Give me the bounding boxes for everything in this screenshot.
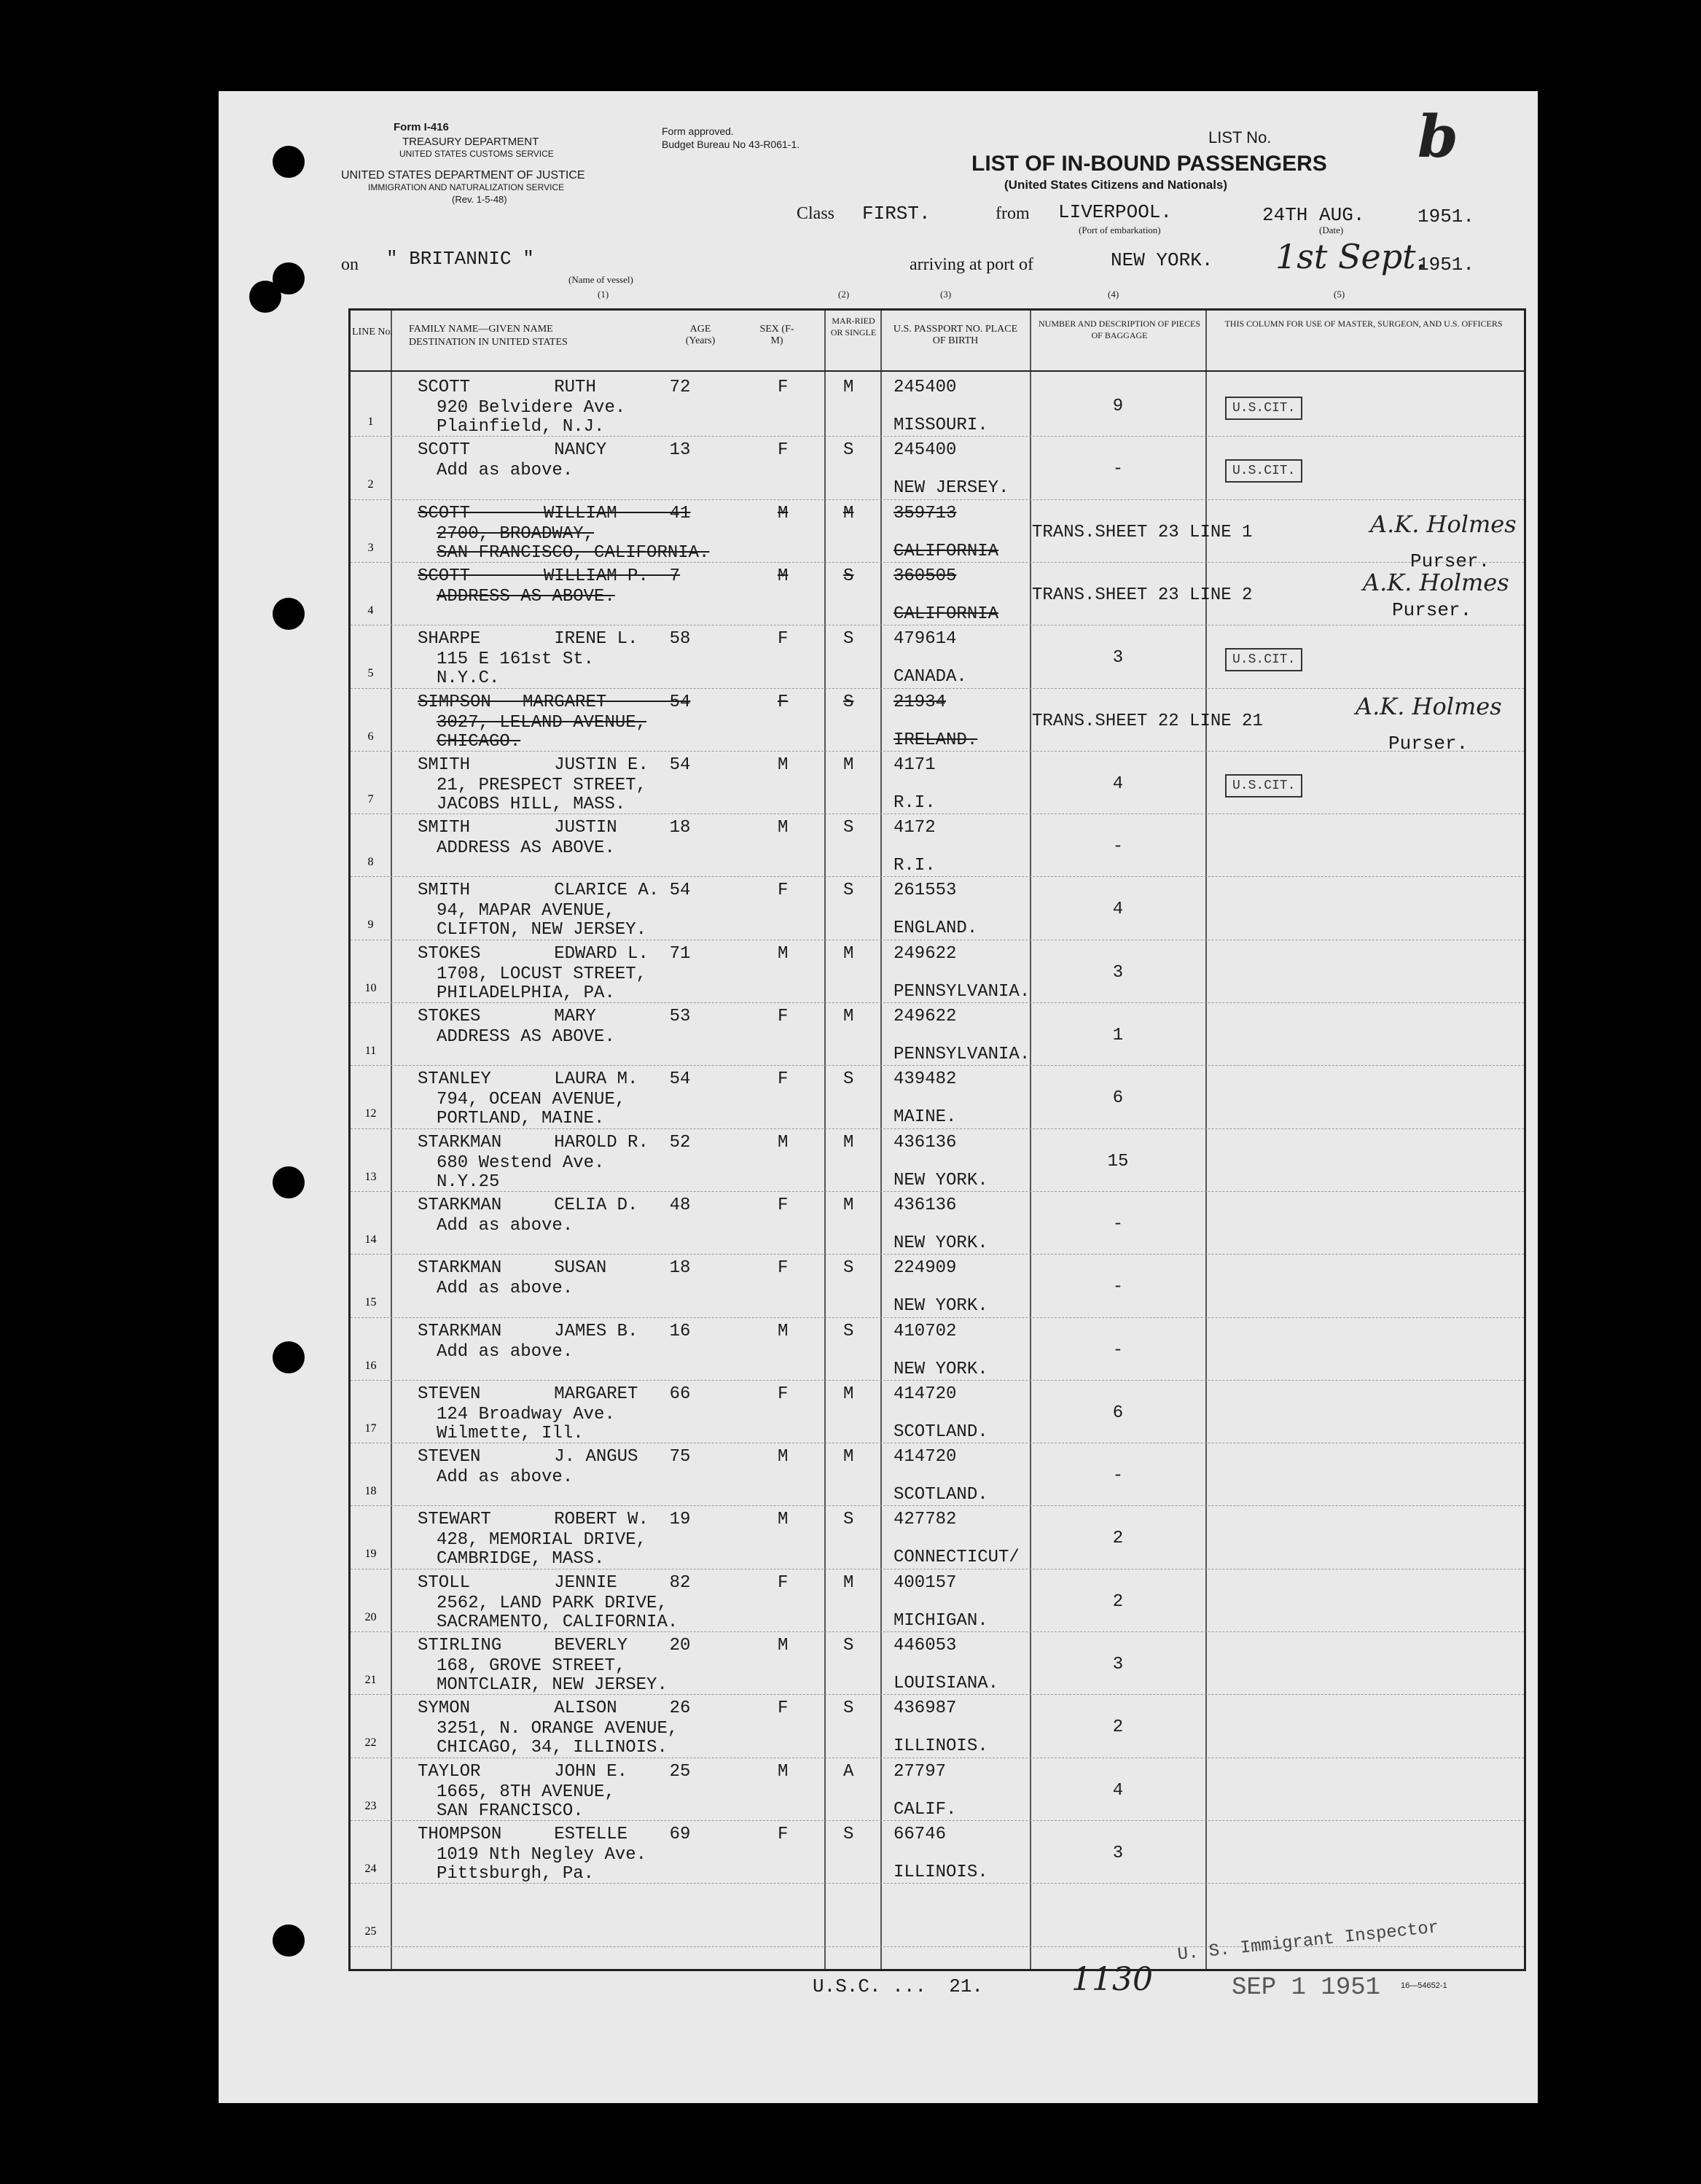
budget-label: Budget Bureau No 43-R061-1. [662, 139, 800, 150]
date-caption: (Date) [1319, 225, 1344, 235]
place-of-birth: NEW JERSEY. [893, 478, 1009, 499]
baggage-count: 4 [1112, 900, 1124, 920]
passenger-marital-status: A [843, 1761, 854, 1782]
line-number: 25 [364, 1925, 377, 1938]
place-of-birth: CALIFORNIA [893, 604, 999, 624]
inspector-stamp: U. S. Immigrant Inspector [1176, 1918, 1440, 1965]
page-title: LIST OF IN-BOUND PASSENGERS [971, 152, 1327, 176]
passenger-address-city: SAN FRANCISCO, CALIFORNIA. [437, 542, 710, 563]
passenger-sex: M [778, 1447, 789, 1467]
place-of-birth: ILLINOIS. [893, 1862, 988, 1882]
usc-count: U.S.C. ... 21. [813, 1976, 984, 1997]
passport-number: 427782 [893, 1510, 957, 1530]
passenger-marital-status: M [843, 1447, 854, 1467]
row-divider [351, 1380, 1524, 1381]
row-divider [351, 876, 1524, 877]
from-label: from [996, 204, 1030, 223]
binder-hole [273, 1341, 305, 1373]
us-citizen-stamp: U.S.CIT. [1225, 459, 1302, 483]
passenger-address: 428, MEMORIAL DRIVE, [437, 1530, 647, 1551]
place-of-birth: ILLINOIS. [893, 1736, 988, 1757]
passenger-marital-status: M [843, 1132, 854, 1153]
passenger-sex: M [778, 1132, 789, 1153]
passenger-sex: M [778, 943, 789, 964]
col-header-married: MAR-RIED OR SINGLE [830, 316, 877, 338]
passenger-address-city: Wilmette, Ill. [437, 1423, 584, 1443]
baggage-count: - [1112, 1466, 1124, 1486]
passenger-sex: M [778, 754, 789, 775]
col-header-baggage: NUMBER AND DESCRIPTION OF PIECES OF BAGGAGE [1038, 319, 1201, 340]
baggage-count: 2 [1112, 1717, 1124, 1738]
passenger-name-age: STOLL JENNIE 82 [418, 1572, 691, 1593]
passenger-name-age: STIRLING BEVERLY 20 [418, 1636, 691, 1655]
line-number: 10 [364, 981, 377, 994]
passenger-name-age: STARKMAN JAMES B. 16 [418, 1321, 691, 1341]
passenger-address: 3027, LELAND AVENUE, [437, 712, 647, 733]
line-number: 24 [364, 1862, 377, 1875]
passenger-marital-status: M [843, 1195, 854, 1215]
passport-number: 360505 [893, 566, 957, 586]
passport-number: 4171 [893, 754, 936, 775]
passenger-name-age: STEVEN MARGARET 66 [418, 1384, 691, 1404]
line-number: 14 [364, 1233, 377, 1246]
passenger-address: 2700, BROADWAY, [437, 523, 595, 544]
place-of-birth: NEW YORK. [893, 1170, 988, 1190]
arrival-year: 1951. [1418, 254, 1475, 276]
passenger-marital-status: S [843, 1510, 854, 1530]
line-number: 1 [367, 416, 374, 428]
passenger-marital-status: S [843, 881, 854, 901]
passenger-address: 124 Broadway Ave. [437, 1404, 615, 1424]
baggage-count: 3 [1112, 1843, 1124, 1863]
passenger-name-age: SMITH JUSTIN 18 [418, 818, 691, 838]
passenger-table [348, 308, 1526, 1971]
passenger-address: 3251, N. ORANGE AVENUE, [437, 1719, 679, 1739]
handwritten-number: 1130 [1071, 1961, 1153, 1998]
baggage-count: 1 [1112, 1026, 1124, 1045]
baggage-count: 2 [1112, 1529, 1124, 1549]
passenger-name-age: SMITH JUSTIN E. 54 [418, 754, 691, 775]
passenger-address: 920 Belvidere Ave. [437, 398, 626, 418]
passenger-name-age: STEWART ROBERT W. 19 [418, 1510, 691, 1530]
col-header-officers: THIS COLUMN FOR USE OF MASTER, SURGEON, AND U.S. OFFICERS [1224, 319, 1503, 329]
place-of-birth: MAINE. [893, 1107, 957, 1128]
passenger-sex: F [778, 1699, 789, 1719]
line-number: 6 [367, 730, 374, 743]
passenger-address-city: PORTLAND, MAINE. [437, 1109, 605, 1129]
row-divider [351, 1317, 1524, 1318]
passport-number: 414720 [893, 1384, 957, 1404]
baggage-count: 3 [1112, 648, 1124, 668]
place-of-birth: MICHIGAN. [893, 1610, 988, 1631]
row-divider [351, 1254, 1524, 1255]
passenger-marital-status: S [843, 566, 854, 586]
place-of-birth: CANADA. [893, 667, 967, 687]
baggage-count: 6 [1112, 1088, 1124, 1109]
line-number: 19 [364, 1548, 377, 1561]
passenger-name-age: THOMPSON ESTELLE 69 [418, 1824, 691, 1844]
port-embark-caption: (Port of embarkation) [1079, 225, 1161, 235]
passenger-address-city: MONTCLAIR, NEW JERSEY. [437, 1675, 668, 1695]
passenger-name-age: STANLEY LAURA M. 54 [418, 1069, 691, 1090]
passenger-address-city: PHILADELPHIA, PA. [437, 983, 615, 1003]
passenger-marital-status: S [843, 629, 854, 650]
row-divider [351, 688, 1524, 689]
list-number-handwritten: b [1418, 102, 1458, 171]
passenger-address-city: N.Y.C. [437, 668, 500, 689]
passenger-name-age: SCOTT RUTH 72 [418, 378, 691, 397]
purser-signature: A.K. Holmes [1363, 569, 1509, 596]
line-number: 7 [367, 792, 374, 806]
passenger-address: ADDRESS AS ABOVE. [437, 1027, 615, 1047]
passenger-marital-status: S [843, 818, 854, 838]
passenger-marital-status: M [843, 1384, 854, 1404]
passenger-address: 21, PRESPECT STREET, [437, 775, 647, 795]
passenger-sex: M [778, 1636, 789, 1655]
passenger-name-age: STARKMAN CELIA D. 48 [418, 1195, 691, 1215]
row-divider [351, 499, 1524, 500]
line-number: 22 [364, 1736, 377, 1750]
passenger-address: ADDRESS AS ABOVE. [437, 586, 615, 607]
col-header-destination: DESTINATION IN UNITED STATES [409, 337, 568, 348]
passenger-name-age: SCOTT WILLIAM 41 [418, 503, 691, 523]
col-num-4: (4) [1108, 289, 1119, 300]
passenger-address: 1665, 8TH AVENUE, [437, 1782, 615, 1802]
passport-number: 439482 [893, 1069, 957, 1090]
line-number: 8 [367, 856, 374, 869]
passenger-address-city: SAN FRANCISCO. [437, 1801, 584, 1821]
baggage-count: - [1112, 459, 1124, 480]
passenger-name-age: TAYLOR JOHN E. 25 [418, 1761, 691, 1782]
passenger-sex: M [778, 566, 789, 586]
treasury-label: TREASURY DEPARTMENT [402, 136, 539, 148]
passport-number: 249622 [893, 943, 957, 964]
passenger-name-age: SHARPE IRENE L. 58 [418, 629, 691, 650]
passenger-address: Add as above. [437, 1341, 574, 1362]
passenger-address-city: CLIFTON, NEW JERSEY. [437, 920, 647, 940]
passenger-name-age: SCOTT NANCY 13 [418, 440, 691, 461]
baggage-count: - [1112, 1277, 1124, 1298]
col-num-1: (1) [598, 289, 609, 300]
passport-number: 400157 [893, 1572, 957, 1593]
baggage-count: 4 [1112, 1780, 1124, 1801]
place-of-birth: SCOTLAND. [893, 1421, 988, 1442]
departure-date: 24TH AUG. [1262, 204, 1365, 226]
place-of-birth: ENGLAND. [893, 919, 978, 939]
passenger-address-city: JACOBS HILL, MASS. [437, 794, 626, 814]
line-number: 15 [364, 1296, 377, 1309]
passenger-marital-status: S [843, 1069, 854, 1090]
col-num-5: (5) [1334, 289, 1345, 300]
line-number: 12 [364, 1107, 377, 1120]
baggage-count: 3 [1112, 962, 1124, 983]
place-of-birth: LOUISIANA. [893, 1674, 999, 1693]
approved-label: Form approved. [662, 125, 734, 137]
passport-number: 261553 [893, 881, 957, 901]
passenger-name-age: STOKES MARY 53 [418, 1007, 691, 1026]
place-of-birth: SCOTLAND. [893, 1485, 988, 1505]
line-number: 5 [367, 667, 374, 680]
place-of-birth: CALIF. [893, 1799, 957, 1820]
col-header-age: AGE (Years) [685, 324, 716, 346]
passenger-sex: M [778, 503, 789, 523]
baggage-count: 6 [1112, 1403, 1124, 1423]
binder-hole [249, 281, 281, 313]
passenger-marital-status: M [843, 1572, 854, 1593]
passport-number: 27797 [893, 1761, 947, 1782]
vessel-name: " BRITANNIC " [386, 248, 534, 270]
passenger-sex: M [778, 1321, 789, 1341]
purser-title: Purser. [1388, 733, 1469, 754]
passenger-address-city: CHICAGO, 34, ILLINOIS. [437, 1738, 668, 1758]
line-number: 17 [364, 1421, 377, 1435]
passenger-address: 1708, LOCUST STREET, [437, 964, 647, 984]
baggage-count: - [1112, 837, 1124, 857]
col-header-line-no: LINE No. [352, 327, 393, 338]
departure-year: 1951. [1418, 206, 1475, 227]
passport-number: 245400 [893, 378, 957, 397]
passenger-marital-status: S [843, 1321, 854, 1341]
passenger-address-city: SACRAMENTO, CALIFORNIA. [437, 1612, 679, 1632]
us-citizen-stamp: U.S.CIT. [1225, 648, 1302, 671]
passport-number: 249622 [893, 1007, 957, 1026]
place-of-birth: NEW YORK. [893, 1233, 988, 1253]
passenger-address: Add as above. [437, 461, 574, 481]
line-number: 3 [367, 541, 374, 554]
arrival-port: NEW YORK. [1111, 249, 1213, 271]
passenger-sex: F [778, 1195, 789, 1215]
passenger-sex: F [778, 378, 789, 397]
passenger-address: 94, MAPAR AVENUE, [437, 901, 615, 921]
passenger-address: 168, GROVE STREET, [437, 1656, 626, 1676]
line-number: 11 [364, 1045, 377, 1057]
place-of-birth: CALIFORNIA [893, 541, 999, 561]
baggage-count: TRANS.SHEET 23 LINE 2 [1032, 585, 1253, 605]
passport-number: 414720 [893, 1447, 957, 1467]
passenger-sex: F [778, 692, 789, 712]
place-of-birth: R.I. [893, 792, 936, 813]
binder-hole [273, 598, 305, 630]
baggage-count: - [1112, 1340, 1124, 1360]
passenger-sex: M [778, 1510, 789, 1530]
baggage-count: 15 [1107, 1151, 1129, 1171]
passenger-address: Add as above. [437, 1279, 574, 1299]
passenger-marital-status: S [843, 692, 854, 712]
passenger-sex: F [778, 1069, 789, 1090]
purser-title: Purser. [1410, 550, 1490, 572]
passenger-name-age: SIMPSON MARGARET 54 [418, 692, 691, 712]
row-divider [351, 1505, 1524, 1506]
arrival-date-handwritten: 1st Sept. [1275, 237, 1427, 276]
passport-number: 21934 [893, 692, 947, 712]
passenger-sex: F [778, 1384, 789, 1404]
passenger-name-age: STARKMAN HAROLD R. 52 [418, 1132, 691, 1153]
line-number: 23 [364, 1799, 377, 1812]
passenger-name-age: SMITH CLARICE A. 54 [418, 881, 691, 901]
on-label: on [341, 255, 359, 274]
passenger-name-age: STEVEN J. ANGUS 75 [418, 1447, 691, 1467]
passenger-address: 115 E 161st St. [437, 650, 595, 670]
passport-number: 436136 [893, 1132, 957, 1153]
baggage-count: 9 [1112, 397, 1124, 416]
baggage-count: - [1112, 1214, 1124, 1234]
place-of-birth: IRELAND. [893, 730, 978, 750]
passenger-address-city: CHICAGO. [437, 731, 521, 752]
passenger-address: ADDRESS AS ABOVE. [437, 838, 615, 859]
row-divider [351, 1191, 1524, 1192]
passport-number: 359713 [893, 503, 957, 523]
form-number: Form I-416 [394, 121, 449, 133]
passenger-marital-status: S [843, 1824, 854, 1844]
passenger-sex: F [778, 629, 789, 650]
line-number: 20 [364, 1610, 377, 1623]
passenger-sex: M [778, 1761, 789, 1782]
passenger-address-city: CAMBRIDGE, MASS. [437, 1549, 605, 1569]
ins-label: IMMIGRATION AND NATURALIZATION SERVICE [368, 182, 565, 192]
print-code: 16—54652-1 [1401, 1981, 1447, 1990]
class-label: Class [797, 204, 835, 223]
line-number: 16 [364, 1359, 377, 1372]
line-number: 21 [364, 1674, 377, 1686]
justice-label: UNITED STATES DEPARTMENT OF JUSTICE [341, 169, 585, 182]
passenger-sex: F [778, 1258, 789, 1279]
row-divider [351, 1065, 1524, 1066]
purser-title: Purser. [1392, 599, 1472, 621]
baggage-count: 4 [1112, 773, 1124, 794]
passenger-name-age: SYMON ALISON 26 [418, 1699, 691, 1719]
col-num-2: (2) [838, 289, 850, 300]
passenger-sex: F [778, 1572, 789, 1593]
passport-number: 224909 [893, 1258, 957, 1279]
passenger-marital-status: S [843, 1636, 854, 1655]
vessel-caption: (Name of vessel) [568, 274, 633, 285]
purser-signature: A.K. Holmes [1370, 510, 1517, 538]
passenger-name-age: STARKMAN SUSAN 18 [418, 1258, 691, 1279]
baggage-count: 2 [1112, 1591, 1124, 1612]
passenger-address: Add as above. [437, 1215, 574, 1236]
passport-number: 66746 [893, 1824, 947, 1844]
binder-hole [273, 1924, 305, 1957]
baggage-count: 3 [1112, 1655, 1124, 1674]
passenger-address: 680 Westend Ave. [437, 1153, 605, 1173]
col-header-sex: SEX (F-M) [759, 324, 794, 346]
place-of-birth: R.I. [893, 856, 936, 876]
col-num-3: (3) [940, 289, 952, 300]
us-citizen-stamp: U.S.CIT. [1225, 397, 1302, 420]
passenger-name-age: SCOTT WILLIAM P. 7 [418, 566, 681, 586]
passenger-sex: F [778, 1007, 789, 1026]
passenger-marital-status: M [843, 1007, 854, 1026]
class-value: FIRST. [862, 203, 931, 225]
passport-number: 479614 [893, 629, 957, 650]
place-of-birth: NEW YORK. [893, 1296, 988, 1317]
passenger-address: 2562, LAND PARK DRIVE, [437, 1593, 668, 1613]
place-of-birth: PENNSYLVANIA. [893, 981, 1031, 1002]
line-number: 4 [367, 604, 374, 617]
line-number: 18 [364, 1485, 377, 1498]
passenger-marital-status: M [843, 754, 854, 775]
passenger-marital-status: S [843, 1258, 854, 1279]
passport-number: 245400 [893, 440, 957, 461]
passenger-address: 1019 Nth Negley Ave. [437, 1844, 647, 1865]
stamp-date: SEP 1 1951 [1232, 1974, 1381, 2002]
col-header-passport: U.S. PASSPORT NO. PLACE OF BIRTH [893, 324, 1018, 346]
passenger-marital-status: S [843, 1699, 854, 1719]
passenger-marital-status: M [843, 503, 854, 523]
binder-hole [273, 146, 305, 178]
place-of-birth: PENNSYLVANIA. [893, 1045, 1031, 1064]
passenger-sex: F [778, 881, 789, 901]
baggage-count: TRANS.SHEET 22 LINE 21 [1032, 711, 1263, 731]
passport-number: 410702 [893, 1321, 957, 1341]
rev-label: (Rev. 1-5-48) [452, 194, 507, 205]
embarkation-port: LIVERPOOL. [1058, 201, 1173, 223]
place-of-birth: MISSOURI. [893, 416, 988, 435]
passenger-sex: F [778, 1824, 789, 1844]
passenger-sex: M [778, 818, 789, 838]
passenger-marital-status: M [843, 943, 854, 964]
purser-signature: A.K. Holmes [1356, 693, 1502, 720]
passport-number: 446053 [893, 1636, 957, 1655]
passenger-address-city: Pittsburgh, Pa. [437, 1863, 595, 1884]
binder-hole [273, 1166, 305, 1198]
list-no-label: LIST No. [1208, 128, 1272, 147]
page-subtitle: (United States Citizens and Nationals) [1004, 178, 1228, 192]
passenger-address-city: N.Y.25 [437, 1171, 500, 1192]
row-divider [351, 751, 1524, 752]
col-header-family: FAMILY NAME—GIVEN NAME [409, 324, 553, 335]
passenger-marital-status: M [843, 378, 854, 397]
place-of-birth: CONNECTICUT/ [893, 1548, 1020, 1568]
arriving-label: arriving at port of [910, 255, 1033, 274]
passenger-address: Add as above. [437, 1467, 574, 1488]
us-citizen-stamp: U.S.CIT. [1225, 774, 1302, 797]
passport-number: 436136 [893, 1195, 957, 1215]
line-number: 2 [367, 478, 374, 491]
passport-number: 4172 [893, 818, 936, 838]
baggage-count: TRANS.SHEET 23 LINE 1 [1032, 522, 1253, 542]
customs-label: UNITED STATES CUSTOMS SERVICE [399, 149, 554, 159]
passenger-marital-status: S [843, 440, 854, 461]
line-number: 13 [364, 1170, 377, 1183]
line-number: 9 [367, 919, 374, 932]
place-of-birth: NEW YORK. [893, 1359, 988, 1379]
passenger-sex: F [778, 440, 789, 461]
passenger-address-city: Plainfield, N.J. [437, 417, 605, 437]
passport-number: 436987 [893, 1699, 957, 1719]
passenger-address: 794, OCEAN AVENUE, [437, 1090, 626, 1110]
passenger-name-age: STOKES EDWARD L. 71 [418, 943, 691, 964]
